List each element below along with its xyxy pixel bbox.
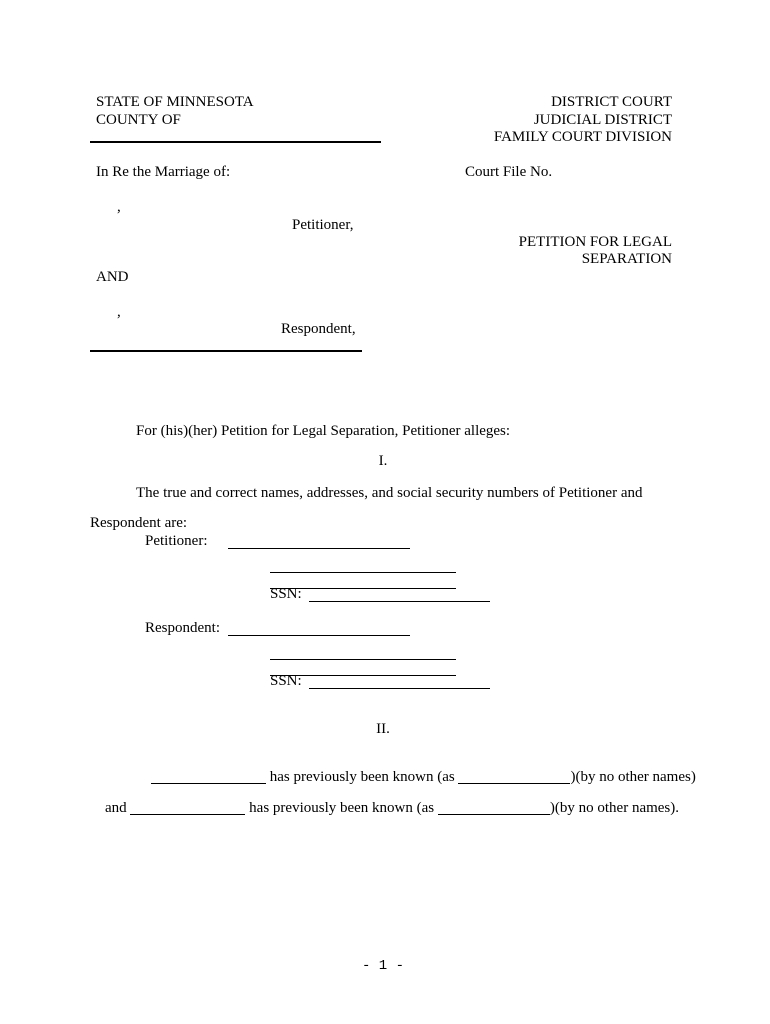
section-2-line-2-text-b: )(by no other names). <box>549 800 680 816</box>
petitioner-name-blank <box>228 533 410 549</box>
petitioner-ssn-blank <box>309 586 490 602</box>
header-state-line: STATE OF MINNESOTA <box>96 94 254 110</box>
caption-rule <box>90 350 362 352</box>
section-2-heading: II. <box>376 721 390 737</box>
and-separator: AND <box>96 269 129 285</box>
court-file-no-label: Court File No. <box>465 164 553 180</box>
prior-name-alias-blank-1 <box>458 769 570 784</box>
doc-title-line-1: PETITION FOR LEGAL <box>518 234 672 250</box>
petitioner-name-comma: , <box>117 199 121 215</box>
respondent-name-comma: , <box>117 304 121 320</box>
respondent-address-blank-1 <box>270 644 456 660</box>
respondent-ssn-blank <box>309 673 490 689</box>
page-number: - 1 - <box>361 958 404 974</box>
respondent-label: Respondent: <box>145 620 220 636</box>
section-2-line-1-text-b: )(by no other names) <box>570 769 696 785</box>
section-1-line-2: Respondent are: <box>90 515 188 531</box>
section-2-line-2 <box>90 783 679 834</box>
petitioner-designation: Petitioner, <box>292 217 354 233</box>
respondent-name-blank <box>228 620 410 636</box>
prior-name-party-blank-2 <box>130 800 245 815</box>
section-2-line-1-text-a: has previously been known (as <box>266 769 459 785</box>
petitioner-ssn-label: SSN: <box>270 586 302 602</box>
respondent-ssn-label: SSN: <box>270 673 302 689</box>
header-district-court: DISTRICT COURT <box>551 94 672 110</box>
header-family-court-division: FAMILY COURT DIVISION <box>493 129 672 145</box>
petition-intro: For (his)(her) Petition for Legal Separation, Petitioner alleges: <box>136 423 511 439</box>
header-judicial-district: JUDICIAL DISTRICT <box>533 112 672 128</box>
section-1-line-1: The true and correct names, addresses, and social security numbers of Petitioner and <box>136 485 643 501</box>
section-2-line-2-text-a: has previously been known (as <box>245 800 438 816</box>
respondent-designation: Respondent, <box>281 321 356 337</box>
county-fill-rule <box>90 141 381 143</box>
prior-name-party-blank-1 <box>151 769 266 784</box>
section-1-heading: I. <box>378 453 388 469</box>
caption-in-re: In Re the Marriage of: <box>96 164 231 180</box>
petitioner-address-blank-1 <box>270 557 456 573</box>
doc-title-line-2: SEPARATION <box>581 251 672 267</box>
header-county-line: COUNTY OF <box>96 112 181 128</box>
section-2-line-2-text-pre: and <box>105 800 131 816</box>
petitioner-label: Petitioner: <box>145 533 208 549</box>
prior-name-alias-blank-2 <box>438 800 550 815</box>
